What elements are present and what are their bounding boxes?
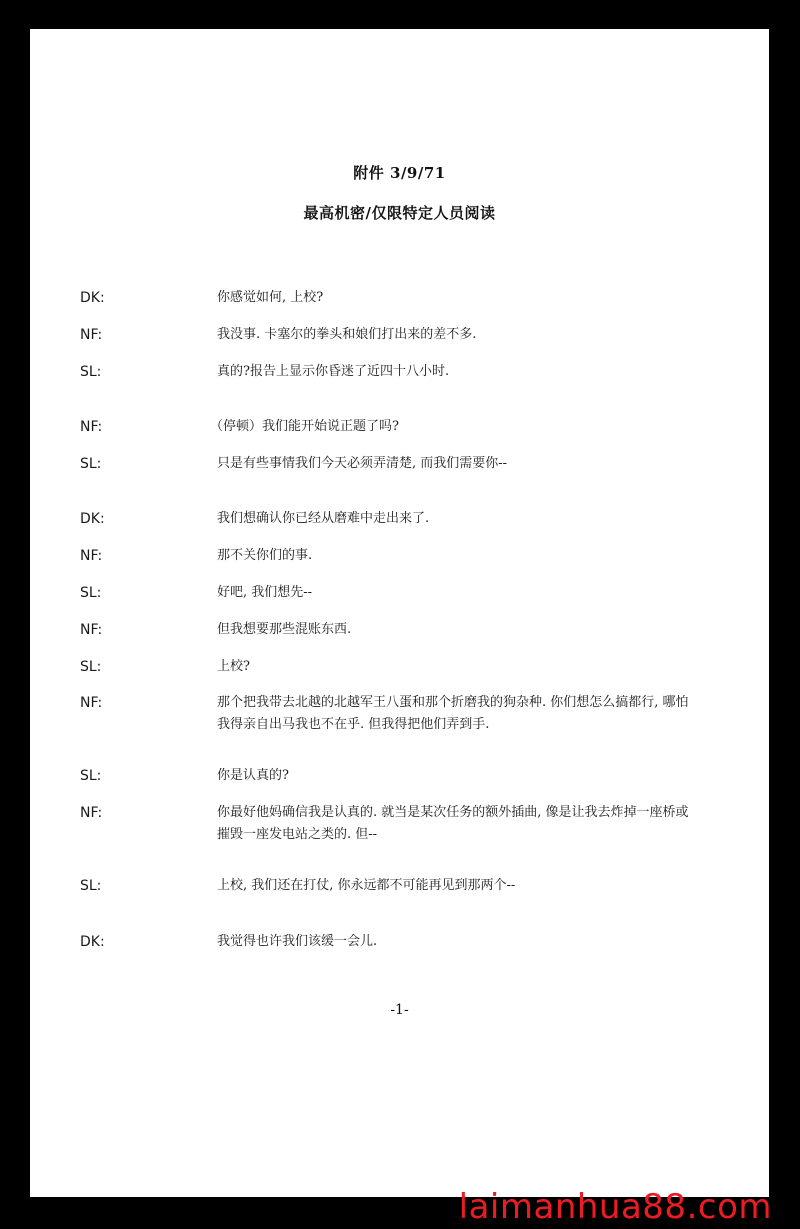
speaker-label: NF: bbox=[80, 695, 103, 711]
dialogue-text: 我们想确认你已经从磨难中走出来了. bbox=[217, 511, 430, 526]
speaker-label: SL: bbox=[80, 585, 102, 601]
speaker-label: NF: bbox=[80, 419, 103, 435]
speaker-label: NF: bbox=[80, 327, 103, 343]
speaker-label: NF: bbox=[80, 622, 103, 638]
dialogue-text: 我觉得也许我们该缓一会儿. bbox=[217, 934, 378, 949]
dialogue-text: 好吧, 我们想先-- bbox=[217, 585, 313, 600]
dialogue-text: 那不关你们的事. bbox=[217, 548, 313, 563]
speaker-label: NF: bbox=[80, 548, 103, 564]
dialogue-text: 我没事. 卡塞尔的拳头和娘们打出来的差不多. bbox=[217, 327, 477, 342]
dialogue-text: 你感觉如何, 上校? bbox=[217, 290, 324, 305]
dialogue-text: 上校, 我们还在打仗, 你永远都不可能再见到那两个-- bbox=[217, 878, 516, 893]
speaker-label: DK: bbox=[80, 511, 105, 527]
dialogue-text: 但我想要那些混账东西. bbox=[217, 622, 352, 637]
dialogue-text: 真的?报告上显示你昏迷了近四十八小时. bbox=[217, 364, 450, 379]
dialogue-text: 那个把我带去北越的北越军王八蛋和那个折磨我的狗杂种. 你们想怎么搞都行, 哪怕我得亲自出马我也不在乎. 但我得把他们弄到手. bbox=[217, 695, 689, 732]
document-title: 附件 3/9/71 bbox=[353, 164, 446, 182]
speaker-label: DK: bbox=[80, 934, 105, 950]
dialogue-text: 上校? bbox=[217, 659, 250, 674]
document-page bbox=[30, 29, 769, 1197]
speaker-label: SL: bbox=[80, 456, 102, 472]
dialogue-text: （停顿）我们能开始说正题了吗? bbox=[210, 419, 399, 434]
speaker-label: SL: bbox=[80, 878, 102, 894]
dialogue-text: 只是有些事情我们今天必须弄清楚, 而我们需要你-- bbox=[217, 456, 508, 471]
speaker-label: DK: bbox=[80, 290, 105, 306]
speaker-label: NF: bbox=[80, 805, 103, 821]
speaker-label: SL: bbox=[80, 659, 102, 675]
dialogue-text: 你最好他妈确信我是认真的. 就当是某次任务的额外插曲, 像是让我去炸掉一座桥或摧毁一座发电站之类的. 但-- bbox=[217, 805, 689, 842]
classification-heading: 最高机密/仅限特定人员阅读 bbox=[303, 204, 496, 222]
dialogue-text: 你是认真的? bbox=[217, 768, 289, 783]
site-watermark: laimanhua88.com bbox=[458, 1187, 772, 1227]
page-number: -1- bbox=[390, 1002, 409, 1018]
speaker-label: SL: bbox=[80, 768, 102, 784]
speaker-label: SL: bbox=[80, 364, 102, 380]
